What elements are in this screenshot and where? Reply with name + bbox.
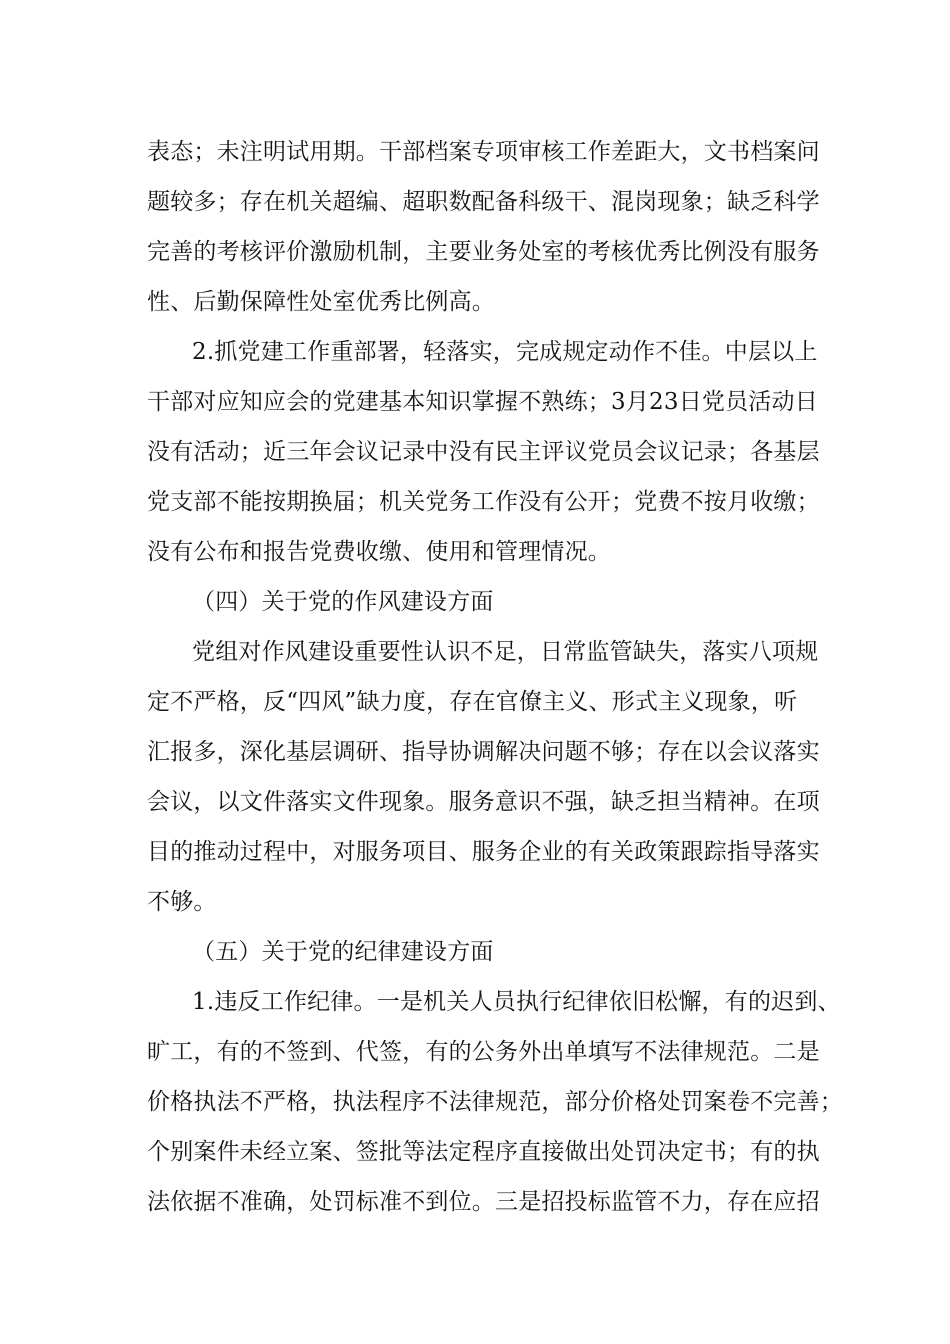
body-text-line: 2.抓党建工作重部署，轻落实，完成规定动作不佳。中层以上 bbox=[192, 339, 818, 365]
body-text-line: 旷工，有的不签到、代签，有的公务外出单填写不法律规范。二是 bbox=[147, 1039, 820, 1065]
body-text-line: 不够。 bbox=[147, 889, 217, 915]
body-text-line: 题较多；存在机关超编、超职数配备科级干、混岗现象；缺乏科学 bbox=[147, 189, 820, 215]
body-text-line: 没有活动；近三年会议记录中没有民主评议党员会议记录；各基层 bbox=[147, 439, 820, 465]
body-text-line: 党支部不能按期换届；机关党务工作没有公开；党费不按月收缴； bbox=[147, 489, 820, 515]
body-text-line: 定不严格，反“四风”缺力度，存在官僚主义、形式主义现象，听 bbox=[147, 689, 798, 715]
section-heading: （四）关于党的作风建设方面 bbox=[192, 589, 494, 615]
body-text-line: 干部对应知应会的党建基本知识掌握不熟练；3月23日党员活动日 bbox=[147, 389, 818, 415]
body-text-line: 性、后勤保障性处室优秀比例高。 bbox=[147, 289, 495, 315]
body-text-line: 目的推动过程中，对服务项目、服务企业的有关政策跟踪指导落实 bbox=[147, 839, 820, 865]
body-text-line: 法依据不准确，处罚标准不到位。三是招投标监管不力，存在应招 bbox=[147, 1189, 820, 1215]
body-text-line: 会议，以文件落实文件现象。服务意识不强，缺乏担当精神。在项 bbox=[147, 789, 820, 815]
body-text-line: 表态；未注明试用期。干部档案专项审核工作差距大，文书档案问 bbox=[147, 139, 820, 165]
body-text-line: 党组对作风建设重要性认识不足，日常监管缺失，落实八项规 bbox=[192, 639, 819, 665]
body-text-line: 汇报多，深化基层调研、指导协调解决问题不够；存在以会议落实 bbox=[147, 739, 820, 765]
body-text-line: 价格执法不严格，执法程序不法律规范，部分价格处罚案卷不完善； bbox=[147, 1089, 843, 1115]
body-text-line: 个别案件未经立案、签批等法定程序直接做出处罚决定书；有的执 bbox=[147, 1139, 820, 1165]
body-text-line: 1.违反工作纪律。一是机关人员执行纪律依旧松懈，有的迟到、 bbox=[192, 989, 841, 1015]
body-text-line: 没有公布和报告党费收缴、使用和管理情况。 bbox=[147, 539, 611, 565]
body-text-line: 完善的考核评价激励机制，主要业务处室的考核优秀比例没有服务 bbox=[147, 239, 820, 265]
section-heading: （五）关于党的纪律建设方面 bbox=[192, 939, 494, 965]
